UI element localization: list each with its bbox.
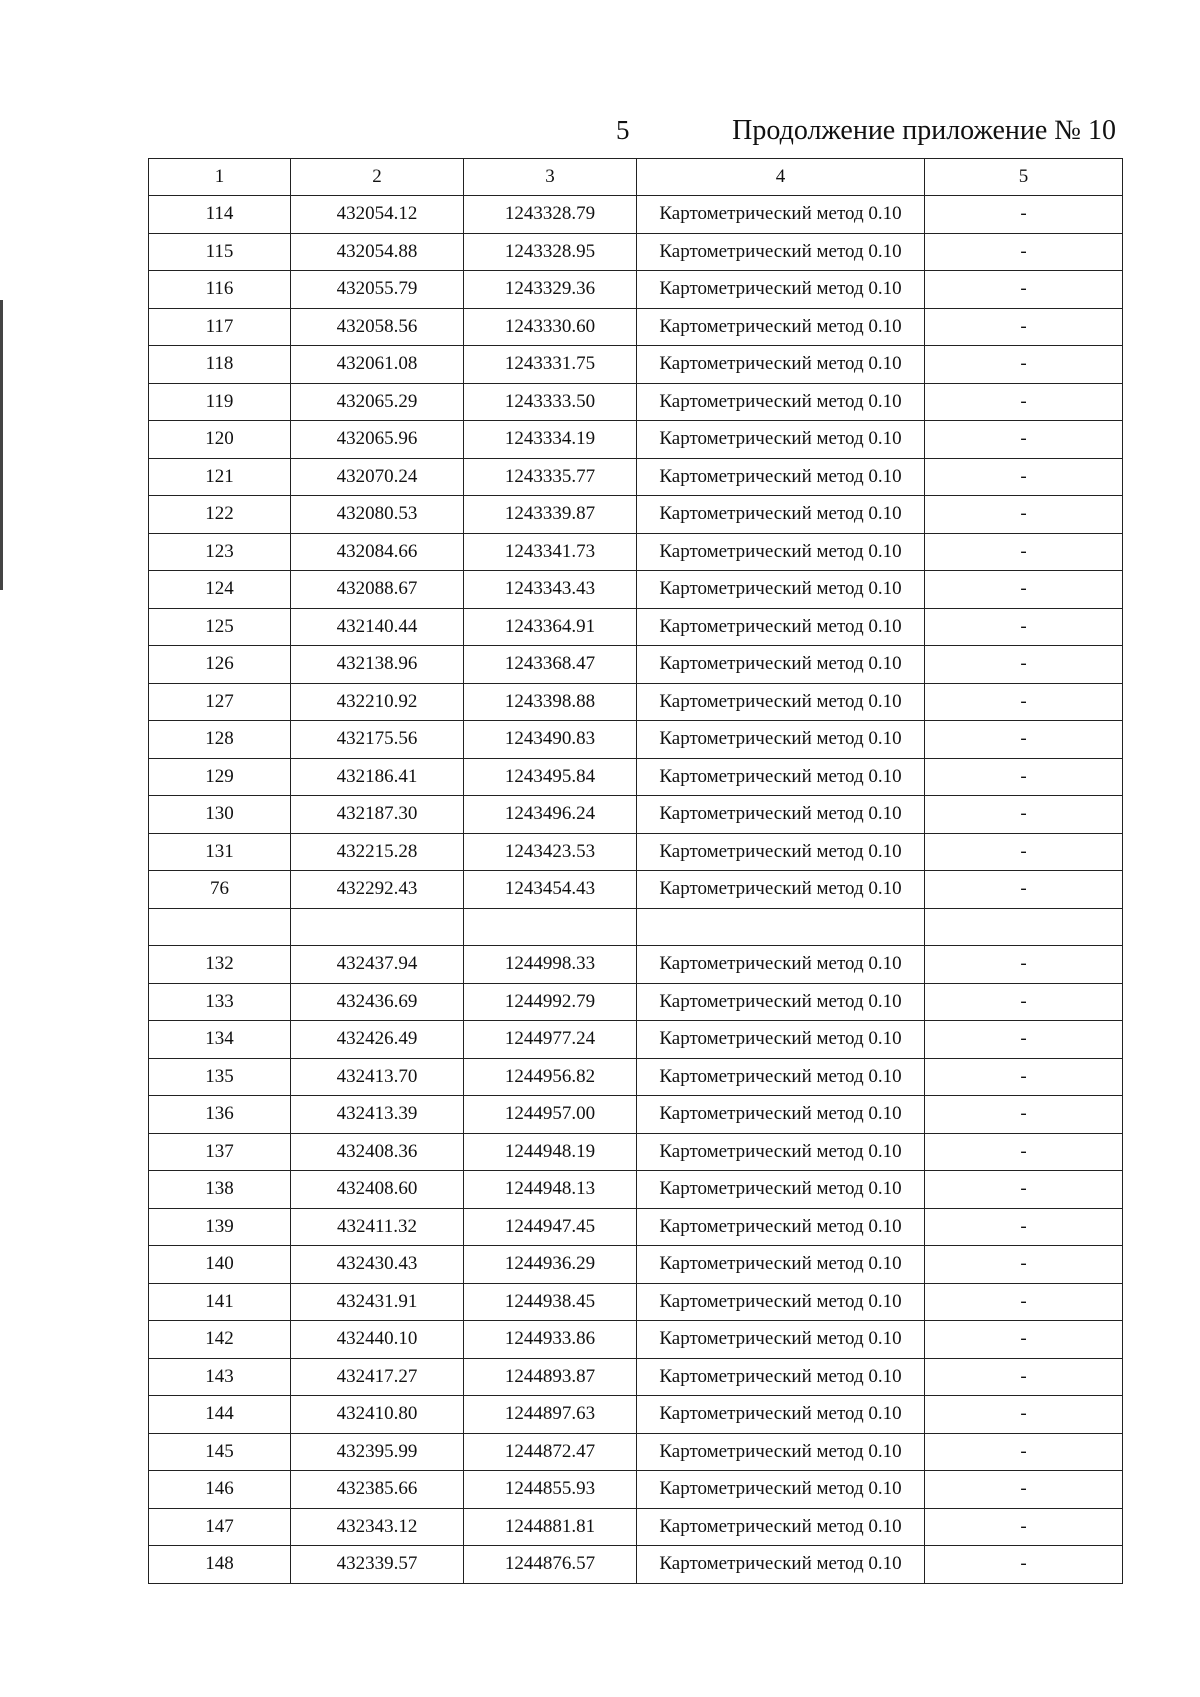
method-cell: Картометрический метод 0.10 bbox=[637, 271, 925, 309]
note-cell: - bbox=[925, 1208, 1123, 1246]
y-coordinate-cell: 1244933.86 bbox=[464, 1321, 637, 1359]
table-row bbox=[149, 308, 1123, 346]
page-header bbox=[0, 115, 1200, 155]
note-cell: - bbox=[925, 871, 1123, 909]
y-coordinate-cell: 1243331.75 bbox=[464, 346, 637, 384]
note-cell: - bbox=[925, 458, 1123, 496]
point-number-cell: 147 bbox=[149, 1508, 291, 1546]
x-coordinate-cell: 432054.88 bbox=[291, 233, 464, 271]
y-coordinate-cell: 1244977.24 bbox=[464, 1021, 637, 1059]
x-coordinate-cell: 432088.67 bbox=[291, 571, 464, 609]
y-coordinate-cell: 1244893.87 bbox=[464, 1358, 637, 1396]
x-coordinate-cell: 432408.60 bbox=[291, 1171, 464, 1209]
y-coordinate-cell: 1243341.73 bbox=[464, 533, 637, 571]
point-number-cell: 140 bbox=[149, 1246, 291, 1284]
x-coordinate-cell: 432411.32 bbox=[291, 1208, 464, 1246]
x-coordinate-cell: 432339.57 bbox=[291, 1546, 464, 1584]
table-row bbox=[149, 721, 1123, 759]
point-number-cell: 129 bbox=[149, 758, 291, 796]
x-coordinate-cell: 432426.49 bbox=[291, 1021, 464, 1059]
x-coordinate-cell: 432395.99 bbox=[291, 1433, 464, 1471]
point-number-cell: 139 bbox=[149, 1208, 291, 1246]
method-cell: Картометрический метод 0.10 bbox=[637, 608, 925, 646]
x-coordinate-cell: 432431.91 bbox=[291, 1283, 464, 1321]
table-row bbox=[149, 608, 1123, 646]
y-coordinate-cell: 1243496.24 bbox=[464, 796, 637, 834]
note-cell: - bbox=[925, 833, 1123, 871]
x-coordinate-cell: 432080.53 bbox=[291, 496, 464, 534]
method-cell: Картометрический метод 0.10 bbox=[637, 1171, 925, 1209]
table-row bbox=[149, 1208, 1123, 1246]
point-number-cell: 114 bbox=[149, 196, 291, 234]
method-cell: Картометрический метод 0.10 bbox=[637, 983, 925, 1021]
x-coordinate-cell: 432070.24 bbox=[291, 458, 464, 496]
point-number-cell: 127 bbox=[149, 683, 291, 721]
x-coordinate-cell: 432410.80 bbox=[291, 1396, 464, 1434]
y-coordinate-cell: 1243368.47 bbox=[464, 646, 637, 684]
point-number-cell: 124 bbox=[149, 571, 291, 609]
y-coordinate-cell: 1244872.47 bbox=[464, 1433, 637, 1471]
method-cell: Картометрический метод 0.10 bbox=[637, 571, 925, 609]
y-coordinate-cell: 1243335.77 bbox=[464, 458, 637, 496]
method-cell: Картометрический метод 0.10 bbox=[637, 1133, 925, 1171]
column-header: 3 bbox=[464, 159, 637, 196]
method-cell bbox=[637, 908, 925, 946]
y-coordinate-cell: 1243328.95 bbox=[464, 233, 637, 271]
method-cell: Картометрический метод 0.10 bbox=[637, 1021, 925, 1059]
x-coordinate-cell: 432055.79 bbox=[291, 271, 464, 309]
point-number-cell: 128 bbox=[149, 721, 291, 759]
method-cell: Картометрический метод 0.10 bbox=[637, 533, 925, 571]
y-coordinate-cell: 1243398.88 bbox=[464, 683, 637, 721]
y-coordinate-cell: 1244947.45 bbox=[464, 1208, 637, 1246]
method-cell: Картометрический метод 0.10 bbox=[637, 871, 925, 909]
x-coordinate-cell: 432084.66 bbox=[291, 533, 464, 571]
note-cell: - bbox=[925, 1096, 1123, 1134]
table-row bbox=[149, 871, 1123, 909]
point-number-cell: 145 bbox=[149, 1433, 291, 1471]
note-cell: - bbox=[925, 1471, 1123, 1509]
point-number-cell: 121 bbox=[149, 458, 291, 496]
method-cell: Картометрический метод 0.10 bbox=[637, 1508, 925, 1546]
y-coordinate-cell: 1243339.87 bbox=[464, 496, 637, 534]
x-coordinate-cell: 432065.96 bbox=[291, 421, 464, 459]
table-row bbox=[149, 571, 1123, 609]
table-row bbox=[149, 946, 1123, 984]
note-cell: - bbox=[925, 1358, 1123, 1396]
point-number-cell: 148 bbox=[149, 1546, 291, 1584]
y-coordinate-cell: 1244855.93 bbox=[464, 1471, 637, 1509]
table-row bbox=[149, 196, 1123, 234]
note-cell: - bbox=[925, 1171, 1123, 1209]
point-number-cell: 120 bbox=[149, 421, 291, 459]
table-row bbox=[149, 1058, 1123, 1096]
table-row bbox=[149, 1321, 1123, 1359]
y-coordinate-cell: 1243454.43 bbox=[464, 871, 637, 909]
x-coordinate-cell: 432408.36 bbox=[291, 1133, 464, 1171]
point-number-cell: 135 bbox=[149, 1058, 291, 1096]
x-coordinate-cell: 432058.56 bbox=[291, 308, 464, 346]
note-cell: - bbox=[925, 1283, 1123, 1321]
x-coordinate-cell: 432215.28 bbox=[291, 833, 464, 871]
method-cell: Картометрический метод 0.10 bbox=[637, 758, 925, 796]
y-coordinate-cell: 1244948.13 bbox=[464, 1171, 637, 1209]
method-cell: Картометрический метод 0.10 bbox=[637, 833, 925, 871]
x-coordinate-cell: 432413.39 bbox=[291, 1096, 464, 1134]
note-cell: - bbox=[925, 233, 1123, 271]
table-row bbox=[149, 683, 1123, 721]
method-cell: Картометрический метод 0.10 bbox=[637, 946, 925, 984]
point-number-cell: 118 bbox=[149, 346, 291, 384]
method-cell: Картометрический метод 0.10 bbox=[637, 1358, 925, 1396]
table-body bbox=[149, 196, 1123, 1584]
method-cell: Картометрический метод 0.10 bbox=[637, 1058, 925, 1096]
note-cell bbox=[925, 908, 1123, 946]
x-coordinate-cell: 432437.94 bbox=[291, 946, 464, 984]
method-cell: Картометрический метод 0.10 bbox=[637, 1396, 925, 1434]
y-coordinate-cell: 1243330.60 bbox=[464, 308, 637, 346]
point-number-cell: 133 bbox=[149, 983, 291, 1021]
table-row bbox=[149, 1471, 1123, 1509]
y-coordinate-cell: 1243334.19 bbox=[464, 421, 637, 459]
point-number-cell: 136 bbox=[149, 1096, 291, 1134]
y-coordinate-cell: 1243343.43 bbox=[464, 571, 637, 609]
column-header: 5 bbox=[925, 159, 1123, 196]
method-cell: Картометрический метод 0.10 bbox=[637, 1096, 925, 1134]
x-coordinate-cell: 432417.27 bbox=[291, 1358, 464, 1396]
x-coordinate-cell: 432187.30 bbox=[291, 796, 464, 834]
note-cell: - bbox=[925, 1546, 1123, 1584]
x-coordinate-cell: 432175.56 bbox=[291, 721, 464, 759]
note-cell: - bbox=[925, 1246, 1123, 1284]
point-number-cell: 76 bbox=[149, 871, 291, 909]
point-number-cell: 126 bbox=[149, 646, 291, 684]
note-cell: - bbox=[925, 308, 1123, 346]
table-row bbox=[149, 496, 1123, 534]
note-cell: - bbox=[925, 383, 1123, 421]
method-cell: Картометрический метод 0.10 bbox=[637, 1283, 925, 1321]
method-cell: Картометрический метод 0.10 bbox=[637, 346, 925, 384]
y-coordinate-cell: 1244876.57 bbox=[464, 1546, 637, 1584]
point-number-cell: 138 bbox=[149, 1171, 291, 1209]
table-row bbox=[149, 383, 1123, 421]
method-cell: Картометрический метод 0.10 bbox=[637, 796, 925, 834]
table-row bbox=[149, 908, 1123, 946]
note-cell: - bbox=[925, 1133, 1123, 1171]
method-cell: Картометрический метод 0.10 bbox=[637, 1546, 925, 1584]
note-cell: - bbox=[925, 271, 1123, 309]
scan-edge-mark bbox=[0, 300, 3, 590]
table-row bbox=[149, 1433, 1123, 1471]
y-coordinate-cell: 1243495.84 bbox=[464, 758, 637, 796]
x-coordinate-cell: 432385.66 bbox=[291, 1471, 464, 1509]
column-header: 1 bbox=[149, 159, 291, 196]
note-cell: - bbox=[925, 646, 1123, 684]
point-number-cell: 141 bbox=[149, 1283, 291, 1321]
column-header: 2 bbox=[291, 159, 464, 196]
method-cell: Картометрический метод 0.10 bbox=[637, 1471, 925, 1509]
method-cell: Картометрический метод 0.10 bbox=[637, 1246, 925, 1284]
y-coordinate-cell: 1244948.19 bbox=[464, 1133, 637, 1171]
table-row bbox=[149, 796, 1123, 834]
page-number: 5 bbox=[616, 115, 630, 145]
note-cell: - bbox=[925, 1508, 1123, 1546]
note-cell: - bbox=[925, 346, 1123, 384]
x-coordinate-cell: 432436.69 bbox=[291, 983, 464, 1021]
table-row bbox=[149, 421, 1123, 459]
note-cell: - bbox=[925, 758, 1123, 796]
note-cell: - bbox=[925, 571, 1123, 609]
y-coordinate-cell: 1243333.50 bbox=[464, 383, 637, 421]
note-cell: - bbox=[925, 1396, 1123, 1434]
point-number-cell: 123 bbox=[149, 533, 291, 571]
point-number-cell: 142 bbox=[149, 1321, 291, 1359]
table-row bbox=[149, 1283, 1123, 1321]
x-coordinate-cell: 432140.44 bbox=[291, 608, 464, 646]
x-coordinate-cell: 432061.08 bbox=[291, 346, 464, 384]
table-row bbox=[149, 346, 1123, 384]
point-number-cell: 130 bbox=[149, 796, 291, 834]
point-number-cell: 117 bbox=[149, 308, 291, 346]
y-coordinate-cell: 1244881.81 bbox=[464, 1508, 637, 1546]
y-coordinate-cell: 1243490.83 bbox=[464, 721, 637, 759]
y-coordinate-cell: 1243329.36 bbox=[464, 271, 637, 309]
x-coordinate-cell: 432138.96 bbox=[291, 646, 464, 684]
note-cell: - bbox=[925, 983, 1123, 1021]
x-coordinate-cell bbox=[291, 908, 464, 946]
table-row bbox=[149, 1096, 1123, 1134]
table-row bbox=[149, 533, 1123, 571]
table-row bbox=[149, 646, 1123, 684]
note-cell: - bbox=[925, 683, 1123, 721]
method-cell: Картометрический метод 0.10 bbox=[637, 646, 925, 684]
point-number-cell: 115 bbox=[149, 233, 291, 271]
note-cell: - bbox=[925, 196, 1123, 234]
table-row bbox=[149, 233, 1123, 271]
note-cell: - bbox=[925, 1321, 1123, 1359]
appendix-label: Продолжение приложение № 10 bbox=[732, 115, 1116, 146]
method-cell: Картометрический метод 0.10 bbox=[637, 1321, 925, 1359]
note-cell: - bbox=[925, 946, 1123, 984]
x-coordinate-cell: 432440.10 bbox=[291, 1321, 464, 1359]
point-number-cell: 116 bbox=[149, 271, 291, 309]
y-coordinate-cell: 1243423.53 bbox=[464, 833, 637, 871]
note-cell: - bbox=[925, 421, 1123, 459]
x-coordinate-cell: 432054.12 bbox=[291, 196, 464, 234]
note-cell: - bbox=[925, 721, 1123, 759]
point-number-cell: 131 bbox=[149, 833, 291, 871]
method-cell: Картометрический метод 0.10 bbox=[637, 233, 925, 271]
table-row bbox=[149, 833, 1123, 871]
y-coordinate-cell: 1244938.45 bbox=[464, 1283, 637, 1321]
note-cell: - bbox=[925, 496, 1123, 534]
method-cell: Картометрический метод 0.10 bbox=[637, 683, 925, 721]
method-cell: Картометрический метод 0.10 bbox=[637, 196, 925, 234]
point-number-cell: 119 bbox=[149, 383, 291, 421]
method-cell: Картометрический метод 0.10 bbox=[637, 383, 925, 421]
x-coordinate-cell: 432210.92 bbox=[291, 683, 464, 721]
y-coordinate-cell: 1244936.29 bbox=[464, 1246, 637, 1284]
coordinates-table bbox=[148, 158, 1123, 1584]
note-cell: - bbox=[925, 1058, 1123, 1096]
x-coordinate-cell: 432430.43 bbox=[291, 1246, 464, 1284]
table-row bbox=[149, 1508, 1123, 1546]
y-coordinate-cell: 1244998.33 bbox=[464, 946, 637, 984]
y-coordinate-cell: 1244992.79 bbox=[464, 983, 637, 1021]
method-cell: Картометрический метод 0.10 bbox=[637, 721, 925, 759]
x-coordinate-cell: 432292.43 bbox=[291, 871, 464, 909]
table-row bbox=[149, 1133, 1123, 1171]
point-number-cell: 144 bbox=[149, 1396, 291, 1434]
y-coordinate-cell: 1244897.63 bbox=[464, 1396, 637, 1434]
point-number-cell: 125 bbox=[149, 608, 291, 646]
y-coordinate-cell: 1244957.00 bbox=[464, 1096, 637, 1134]
table-row bbox=[149, 1246, 1123, 1284]
note-cell: - bbox=[925, 533, 1123, 571]
table-row bbox=[149, 1358, 1123, 1396]
y-coordinate-cell bbox=[464, 908, 637, 946]
point-number-cell: 137 bbox=[149, 1133, 291, 1171]
x-coordinate-cell: 432186.41 bbox=[291, 758, 464, 796]
table-row bbox=[149, 1171, 1123, 1209]
table-row bbox=[149, 458, 1123, 496]
point-number-cell: 122 bbox=[149, 496, 291, 534]
y-coordinate-cell: 1243364.91 bbox=[464, 608, 637, 646]
point-number-cell bbox=[149, 908, 291, 946]
x-coordinate-cell: 432343.12 bbox=[291, 1508, 464, 1546]
method-cell: Картометрический метод 0.10 bbox=[637, 421, 925, 459]
note-cell: - bbox=[925, 1021, 1123, 1059]
point-number-cell: 146 bbox=[149, 1471, 291, 1509]
table-header-row bbox=[149, 159, 1123, 196]
table-row bbox=[149, 1021, 1123, 1059]
x-coordinate-cell: 432065.29 bbox=[291, 383, 464, 421]
column-header: 4 bbox=[637, 159, 925, 196]
note-cell: - bbox=[925, 1433, 1123, 1471]
note-cell: - bbox=[925, 608, 1123, 646]
x-coordinate-cell: 432413.70 bbox=[291, 1058, 464, 1096]
point-number-cell: 134 bbox=[149, 1021, 291, 1059]
table-row bbox=[149, 983, 1123, 1021]
method-cell: Картометрический метод 0.10 bbox=[637, 496, 925, 534]
table-row bbox=[149, 271, 1123, 309]
method-cell: Картометрический метод 0.10 bbox=[637, 308, 925, 346]
method-cell: Картометрический метод 0.10 bbox=[637, 1433, 925, 1471]
point-number-cell: 132 bbox=[149, 946, 291, 984]
table-row bbox=[149, 1546, 1123, 1584]
table-row bbox=[149, 758, 1123, 796]
y-coordinate-cell: 1243328.79 bbox=[464, 196, 637, 234]
method-cell: Картометрический метод 0.10 bbox=[637, 1208, 925, 1246]
y-coordinate-cell: 1244956.82 bbox=[464, 1058, 637, 1096]
point-number-cell: 143 bbox=[149, 1358, 291, 1396]
note-cell: - bbox=[925, 796, 1123, 834]
method-cell: Картометрический метод 0.10 bbox=[637, 458, 925, 496]
table-row bbox=[149, 1396, 1123, 1434]
